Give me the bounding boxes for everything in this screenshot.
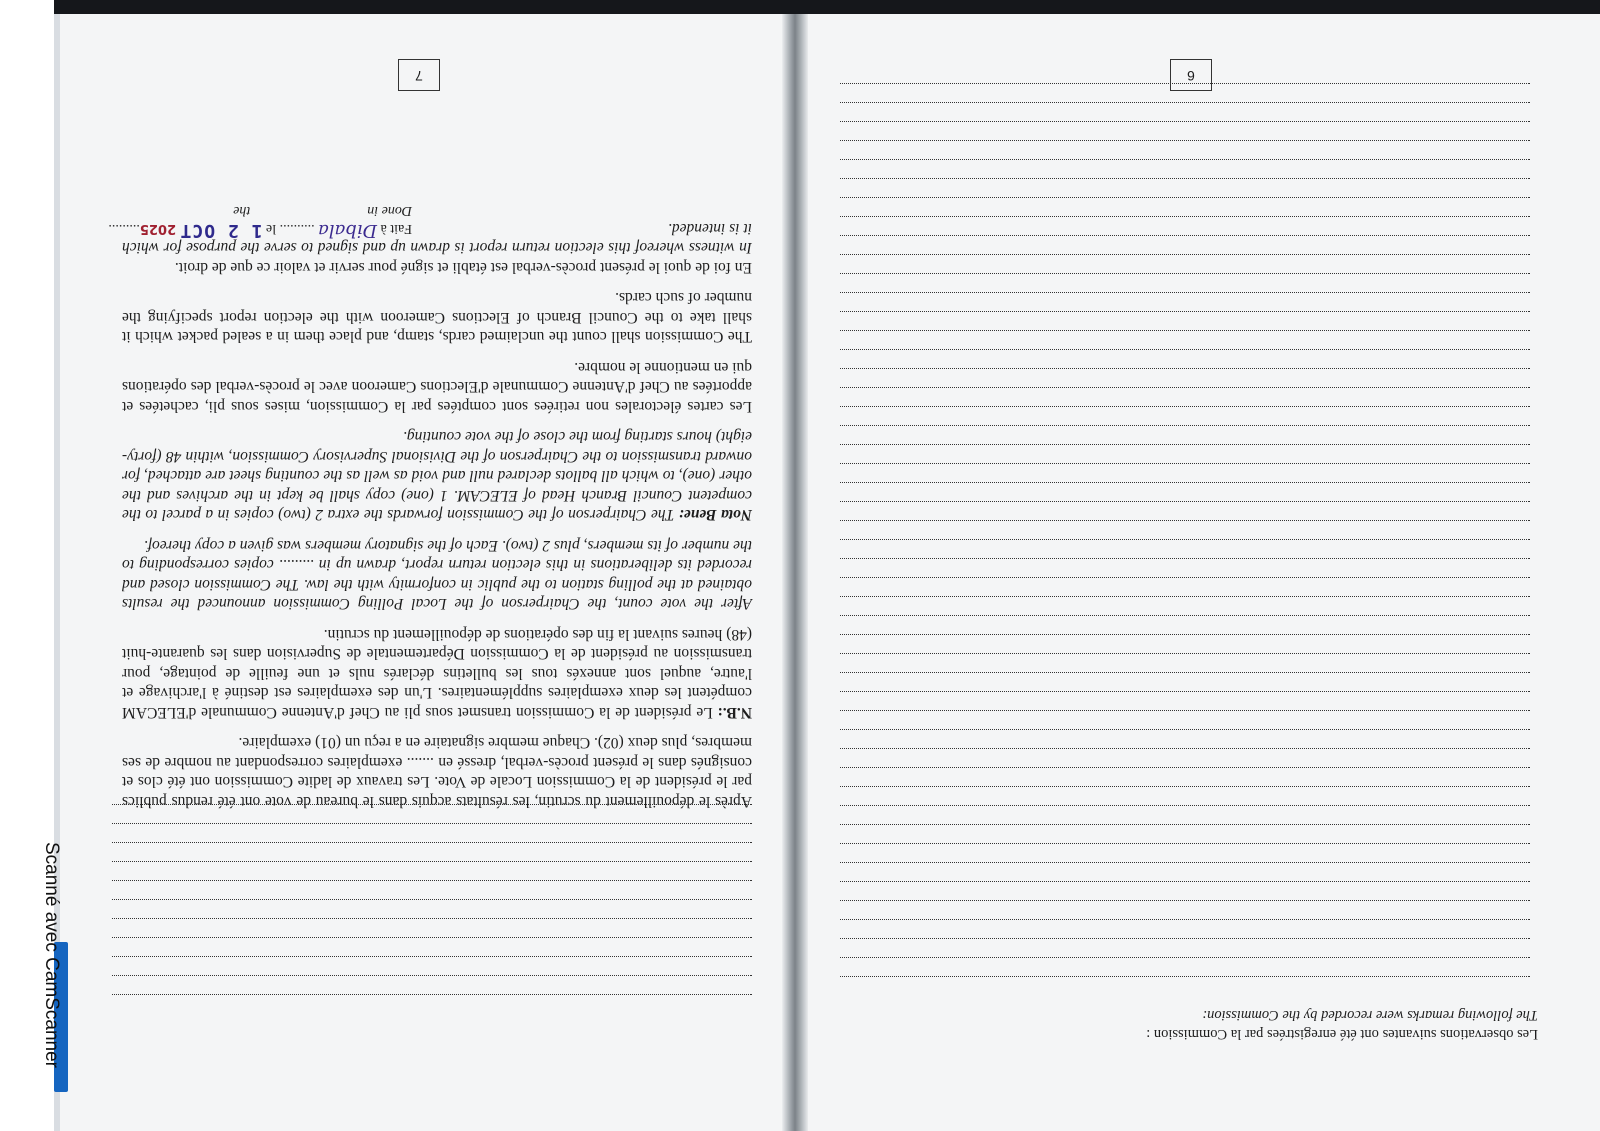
- blank-line: [840, 900, 1530, 919]
- blank-line: [840, 273, 1530, 292]
- page-number: 6: [1170, 59, 1212, 91]
- blank-line: [840, 691, 1530, 710]
- blank-line: [840, 558, 1530, 577]
- blank-line: [840, 805, 1530, 824]
- blank-line: [840, 710, 1530, 729]
- blank-line: [840, 425, 1530, 444]
- remarks-fr: Les observations suivantes ont été enregistrées par la Commission :: [1146, 1026, 1538, 1042]
- blank-line: [840, 159, 1530, 178]
- paragraph-en-results: After the vote count, the Chairperson of the Local Polling Commission announced the results obtained at the polling station to the public in conformity with the law. The Commission closed and recorded its deliberations in this election return report, drawn up in ......... copies corresponding to the number of its members, plus 2 (two). Each of the signatory members was given a copy thereof.: [122, 537, 752, 613]
- date-stamp: 1 2 OCT: [179, 220, 263, 241]
- paragraph-fr-results: Après le dépouillement du scrutin, les résultats acquis dans le bureau de vote ont été rendus publics par le président de la Commission Locale de Vote. Les travaux de ladite Commission ont été clos et consignés dans le présent procès-verbal, dressé en ....... exemplaires correspondant au nombre de ses membres, plus deux (02). Chaque membre signataire en a reçu un (01) exemplaire.: [122, 734, 752, 810]
- paragraph-en-nota-bene: [122, 427, 752, 525]
- blank-line: [840, 235, 1530, 254]
- blank-line: [840, 387, 1530, 406]
- blank-line: [840, 83, 1530, 102]
- nota-bene-text: The Chairperson of the Commission forwards the extra 2 (two) copies in a parcel to the competent Council Branch Head of ELECAM. 1 (one) copy shall be kept in the archives and the other (one), to which all ballots declared null and void as well as the counting sheet are attached, for onward transmission to the Chairperson of the Divisional Supervisory Commission, within 48 (forty-eight) hours starting from the close of the vote counting.: [122, 428, 752, 524]
- the-label: the: [233, 203, 251, 218]
- blank-line: [840, 767, 1530, 786]
- blank-line: [840, 406, 1530, 425]
- blank-line: [840, 786, 1530, 805]
- binding-gutter: [782, 14, 808, 1131]
- left-page: [60, 14, 782, 1131]
- year-stamp: 2025: [139, 221, 177, 236]
- blank-line: [840, 368, 1530, 387]
- blank-line: [840, 140, 1530, 159]
- top-edge-bar: [54, 0, 1600, 14]
- signature-block: Fait à Dibala .......... le 1 2 OCT 2025......... Done in the: [108, 203, 412, 241]
- paragraph-fr-cards: Les cartes électorales non retirées sont comptées par la Commission, mises sous pli, cachetées et apportées au Chef d'Antenne Communale d'Elections Cameroon avec le procès-verbal des opérations qui en mentionne le nombre.: [122, 359, 752, 415]
- blank-line: [840, 102, 1530, 121]
- blank-line: [840, 976, 1530, 995]
- report-text: [122, 208, 752, 812]
- blank-line: [840, 748, 1530, 767]
- blank-line: [840, 938, 1530, 957]
- blank-line: [840, 121, 1530, 140]
- blank-line: [840, 843, 1530, 862]
- blank-line: [840, 539, 1530, 558]
- blank-line: [840, 444, 1530, 463]
- right-page-content: [808, 14, 1600, 1131]
- blank-line: [840, 330, 1530, 349]
- blank-line: [840, 254, 1530, 273]
- remarks-heading: [898, 1005, 1538, 1043]
- nb-label: N.B.:: [717, 704, 752, 721]
- blank-line: [840, 634, 1530, 653]
- blank-line: [840, 615, 1530, 634]
- blank-line: [840, 672, 1530, 691]
- remarks-blank-lines: [840, 83, 1530, 995]
- nota-bene-label: Nota Bene:: [678, 506, 752, 524]
- paragraph-fr-witness: En foi de quoi le présent procès-verbal est établi et signé pour servir et valoir ce que de droit.: [174, 259, 752, 276]
- blank-line: [840, 729, 1530, 748]
- blank-line: [840, 216, 1530, 235]
- blank-line: [840, 349, 1530, 368]
- nb-text: Le président de la Commission transmet sous pli au Chef d'Antenne Communale d'ELECAM compétent les deux exemplaires supplémentaires. L'un des exemplaires est destiné à l'archivage et l'autre, auquel sont annexés tous les bulletins déclarés nuls et une feuille de pointage, pour transmission au président de la Commission Départementale de Supervision dans les quarante-huit (48) heures suivant la fin des opérations de dépouillement du scrutin.: [122, 626, 752, 721]
- remarks-en: The following remarks were recorded by the Commission:: [1202, 1007, 1538, 1023]
- blank-line: [840, 957, 1530, 976]
- le-label: le: [265, 221, 277, 236]
- blank-lines: [112, 804, 752, 1013]
- blank-line: [840, 824, 1530, 843]
- page-number: 7: [398, 59, 440, 91]
- blank-line: [840, 520, 1530, 539]
- blank-line: [840, 653, 1530, 672]
- blank-line: [840, 881, 1530, 900]
- place-handwritten: Dibala: [318, 220, 377, 241]
- paragraph-fr-nb: [122, 625, 752, 723]
- scanner-watermark: Scanné avec CamScanner: [41, 841, 63, 1069]
- blank-line: [840, 862, 1530, 881]
- blank-line: [840, 501, 1530, 520]
- blank-line: [840, 577, 1530, 596]
- booklet-spread: [60, 14, 1600, 1131]
- blank-line: [840, 292, 1530, 311]
- left-page-content: [60, 14, 782, 1131]
- blank-line: [840, 463, 1530, 482]
- paragraph-en-cards: The Commission shall count the unclaimed cards, stamp, and place them in a sealed packet which it shall take to the Council Branch of Elections Cameroon with the election report specifying the number of such cards.: [122, 289, 752, 346]
- right-page: [808, 14, 1600, 1131]
- blank-line: [840, 311, 1530, 330]
- blank-line: [840, 596, 1530, 615]
- paragraph-en-witness: In witness whereof this election return report is drawn up and signed to serve the purpose for which it is intended.: [122, 220, 752, 257]
- fait-label: Fait à: [380, 221, 412, 236]
- blank-line: [840, 919, 1530, 938]
- blank-line: [840, 178, 1530, 197]
- done-label: Done in: [367, 203, 412, 218]
- blank-line: [840, 482, 1530, 501]
- blank-line: [840, 197, 1530, 216]
